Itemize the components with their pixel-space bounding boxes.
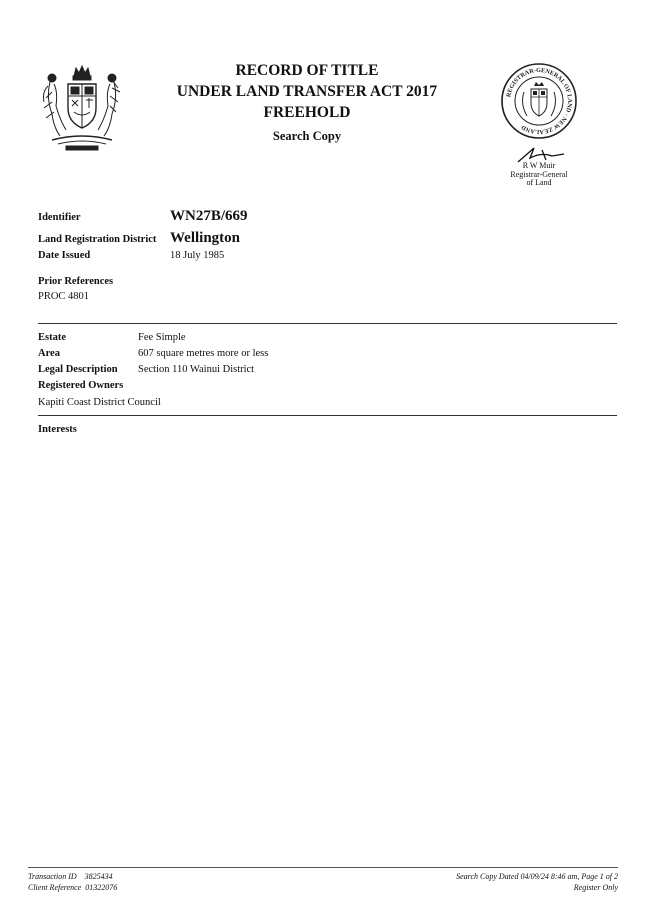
title-line-1: RECORD OF TITLE <box>235 62 379 79</box>
search-copy-dated: Search Copy Dated 04/09/24 8:46 am, Page 1 of 2 <box>456 872 618 881</box>
interests-label: Interests <box>38 424 77 435</box>
signatory-role-line-2: of Land <box>526 178 552 187</box>
estate-value: Fee Simple <box>138 332 186 343</box>
estate-label: Estate <box>38 332 66 343</box>
registered-owners-value: Kapiti Coast District Council <box>38 397 161 408</box>
search-copy-subtitle: Search Copy <box>272 129 342 143</box>
register-only: Register Only <box>573 883 618 892</box>
client-reference: Client Reference 01322076 <box>28 883 118 892</box>
prior-references-value: PROC 4801 <box>38 291 90 302</box>
document-title-block <box>150 60 464 144</box>
seal-text: REGISTRAR-GENERAL OF LAND · NEW ZEALAND <box>505 66 574 136</box>
identifier-label: Identifier <box>38 212 81 223</box>
area-label: Area <box>38 348 60 359</box>
date-issued-label: Date Issued <box>38 250 91 261</box>
legal-description-value: Section 110 Wainui District <box>138 364 255 375</box>
district-label: Land Registration District <box>38 234 157 245</box>
date-issued-value: 18 July 1985 <box>170 250 225 261</box>
section-divider <box>38 415 617 416</box>
registered-owners-label: Registered Owners <box>38 380 124 391</box>
footer-divider <box>28 867 618 868</box>
section-divider <box>38 323 617 324</box>
registrar-general-seal-icon <box>500 62 578 140</box>
transaction-id: Transaction ID 3825434 <box>28 872 113 881</box>
title-line-2: UNDER LAND TRANSFER ACT 2017 <box>176 83 438 100</box>
identifier-value: WN27B/669 <box>170 208 248 224</box>
district-value: Wellington <box>170 230 241 246</box>
title-line-3: FREEHOLD <box>263 104 351 121</box>
legal-description-label: Legal Description <box>38 364 118 375</box>
coat-of-arms-icon <box>38 62 126 152</box>
prior-references-label: Prior References <box>38 276 114 287</box>
area-value: 607 square metres more or less <box>138 348 269 359</box>
signatory-name: R W Muir <box>522 161 556 170</box>
signatory-role-line-1: Registrar-General <box>510 169 568 179</box>
signatory-block <box>498 162 580 188</box>
